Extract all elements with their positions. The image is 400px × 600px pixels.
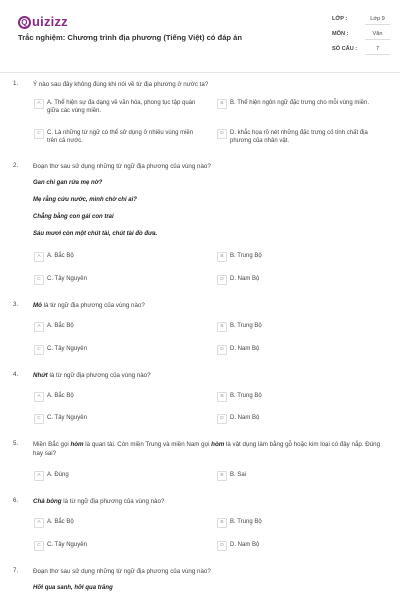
poem-line: Hỡi qua sanh, hỡi qua trăng	[33, 585, 113, 591]
logo-q-icon: Q	[18, 16, 31, 29]
quiz-page: Q uizizz Trắc nghiệm: Chương trình địa phương (Tiếng Việt) có đáp án LỚP : Lớp 9 MÔN : Văn SỐ CÂU : 7 1. Ý nào sau đây không đúng khi nói về từ địa phương ở nước ta? A A. Thể hiện sự đa dạng về văn hóa, phong tục tập quán giữa các vùng miền. B B. Thể hiện ngôn ngữ đặc trưng cho mỗi vùng miền. C C. Là những từ ngữ có thể sử dụng ở nhiều vùng miền trên cả nước. D D. khắc họa rõ nét những đặc trưng cố tính chất địa phương của nhân vật. 2. Đoạn thơ sau sử dụng những từ ngữ địa phương của vùng nào? Gan chi gan rứa mẹ nờ? Mẹ rằng cứu nước, mình chờ chi ai? Chẳng bằng con gái con trai Sáu mươi còn một chút tài, chút tài đò đưa. A A. Bắc Bộ B B. Trung Bộ C C. Tây Nguyên D D. Nam Bộ 3. Mô là từ ngữ địa phương của vùng nào? A A. Bắc Bộ B B. Trung Bộ C C. Tây Nguyên D D. Nam Bộ 4. Nhứt là từ ngữ địa phương của vùng nào? A A. Bắc Bộ B B. Trung Bộ C C. Tây Nguyên D D. Nam Bộ 5. Miền Bắc gọi hòm là quan tài. Còn miền Trung và miền Nam gọi hòm là vật dụng làm bằng gỗ hoặc kim loại có đậy nắp. Đúng hay sai? A A. Đúng B B. Sai 6. Chả bông là từ ngữ địa phương của vùng nào? A A. Bắc Bộ B B. Trung Bộ C C. Tây Nguyên D D. Nam Bộ 7. Đoạn thơ sau sử dụng những từ ngữ địa phương của vùng nào? Hỡi qua sanh, hỡi qua trăng	[0, 0, 400, 600]
question-number: 4.	[13, 371, 19, 378]
question-text: Đoạn thơ sau sử dụng những từ ngữ địa phương của vùng nào?	[33, 568, 211, 575]
option-letter-box: B	[217, 471, 227, 481]
question-number: 5.	[13, 440, 19, 447]
header: Q uizizz Trắc nghiệm: Chương trình địa phương (Tiếng Việt) có đáp án LỚP : Lớp 9 MÔN : Văn SỐ CÂU : 7	[0, 0, 400, 73]
option-letter-box: D	[217, 345, 227, 355]
question-text: Chả bông là từ ngữ địa phương của vùng nào?	[33, 498, 165, 505]
option-letter-box: A	[34, 471, 44, 481]
option-letter-box: A	[34, 392, 44, 402]
option-letter-box: A	[34, 252, 44, 262]
option-letter-box: C	[34, 129, 44, 139]
question-number: 7.	[13, 567, 19, 574]
question-text: Mô là từ ngữ địa phương của vùng nào?	[33, 302, 145, 309]
question-number: 6.	[13, 497, 19, 504]
option-letter-box: B	[217, 322, 227, 332]
poem-line: Gan chi gan rứa mẹ nờ?	[33, 180, 103, 186]
question-number: 1.	[13, 80, 19, 87]
question-text: Ý nào sau đây không đúng khi nói về từ địa phương ở nước ta?	[33, 81, 209, 88]
option-letter-box: C	[34, 414, 44, 424]
poem-line: Chẳng bằng con gái con trai	[33, 214, 114, 220]
option-letter-box: A	[34, 322, 44, 332]
option-letter-box: C	[34, 345, 44, 355]
option-letter-box: A	[34, 518, 44, 528]
option-letter-box: C	[34, 275, 44, 285]
question-text: Đoạn thơ sau sử dụng những từ ngữ địa phương của vùng nào?	[33, 163, 211, 170]
question-text: Nhứt là từ ngữ địa phương của vùng nào?	[33, 372, 151, 379]
option-letter-box: B	[217, 518, 227, 528]
poem-line: Mẹ rằng cứu nước, mình chờ chi ai?	[33, 197, 137, 203]
page-title: Trắc nghiệm: Chương trình địa phương (Tiếng Việt) có đáp án	[18, 33, 243, 42]
poem-line: Sáu mươi còn một chút tài, chút tài đò đưa.	[33, 231, 158, 237]
option-letter-box: D	[217, 414, 227, 424]
quizizz-logo: Q uizizz	[18, 14, 68, 29]
option-letter-box: D	[217, 541, 227, 551]
option-letter-box: B	[217, 252, 227, 262]
question-number: 3.	[13, 301, 19, 308]
option-letter-box: D	[217, 275, 227, 285]
option-letter-box: D	[217, 129, 227, 139]
question-text: Miền Bắc gọi hòm là quan tài. Còn miền Trung và miền Nam gọi hòm là vật dụng làm bằng gỗ hoặc kim loại có đậy nắp. Đúng hay sai?	[33, 441, 381, 457]
option-letter-box: A	[34, 99, 44, 109]
question-number: 2.	[13, 162, 19, 169]
option-letter-box: C	[34, 541, 44, 551]
option-letter-box: B	[217, 99, 227, 109]
option-letter-box: B	[217, 392, 227, 402]
